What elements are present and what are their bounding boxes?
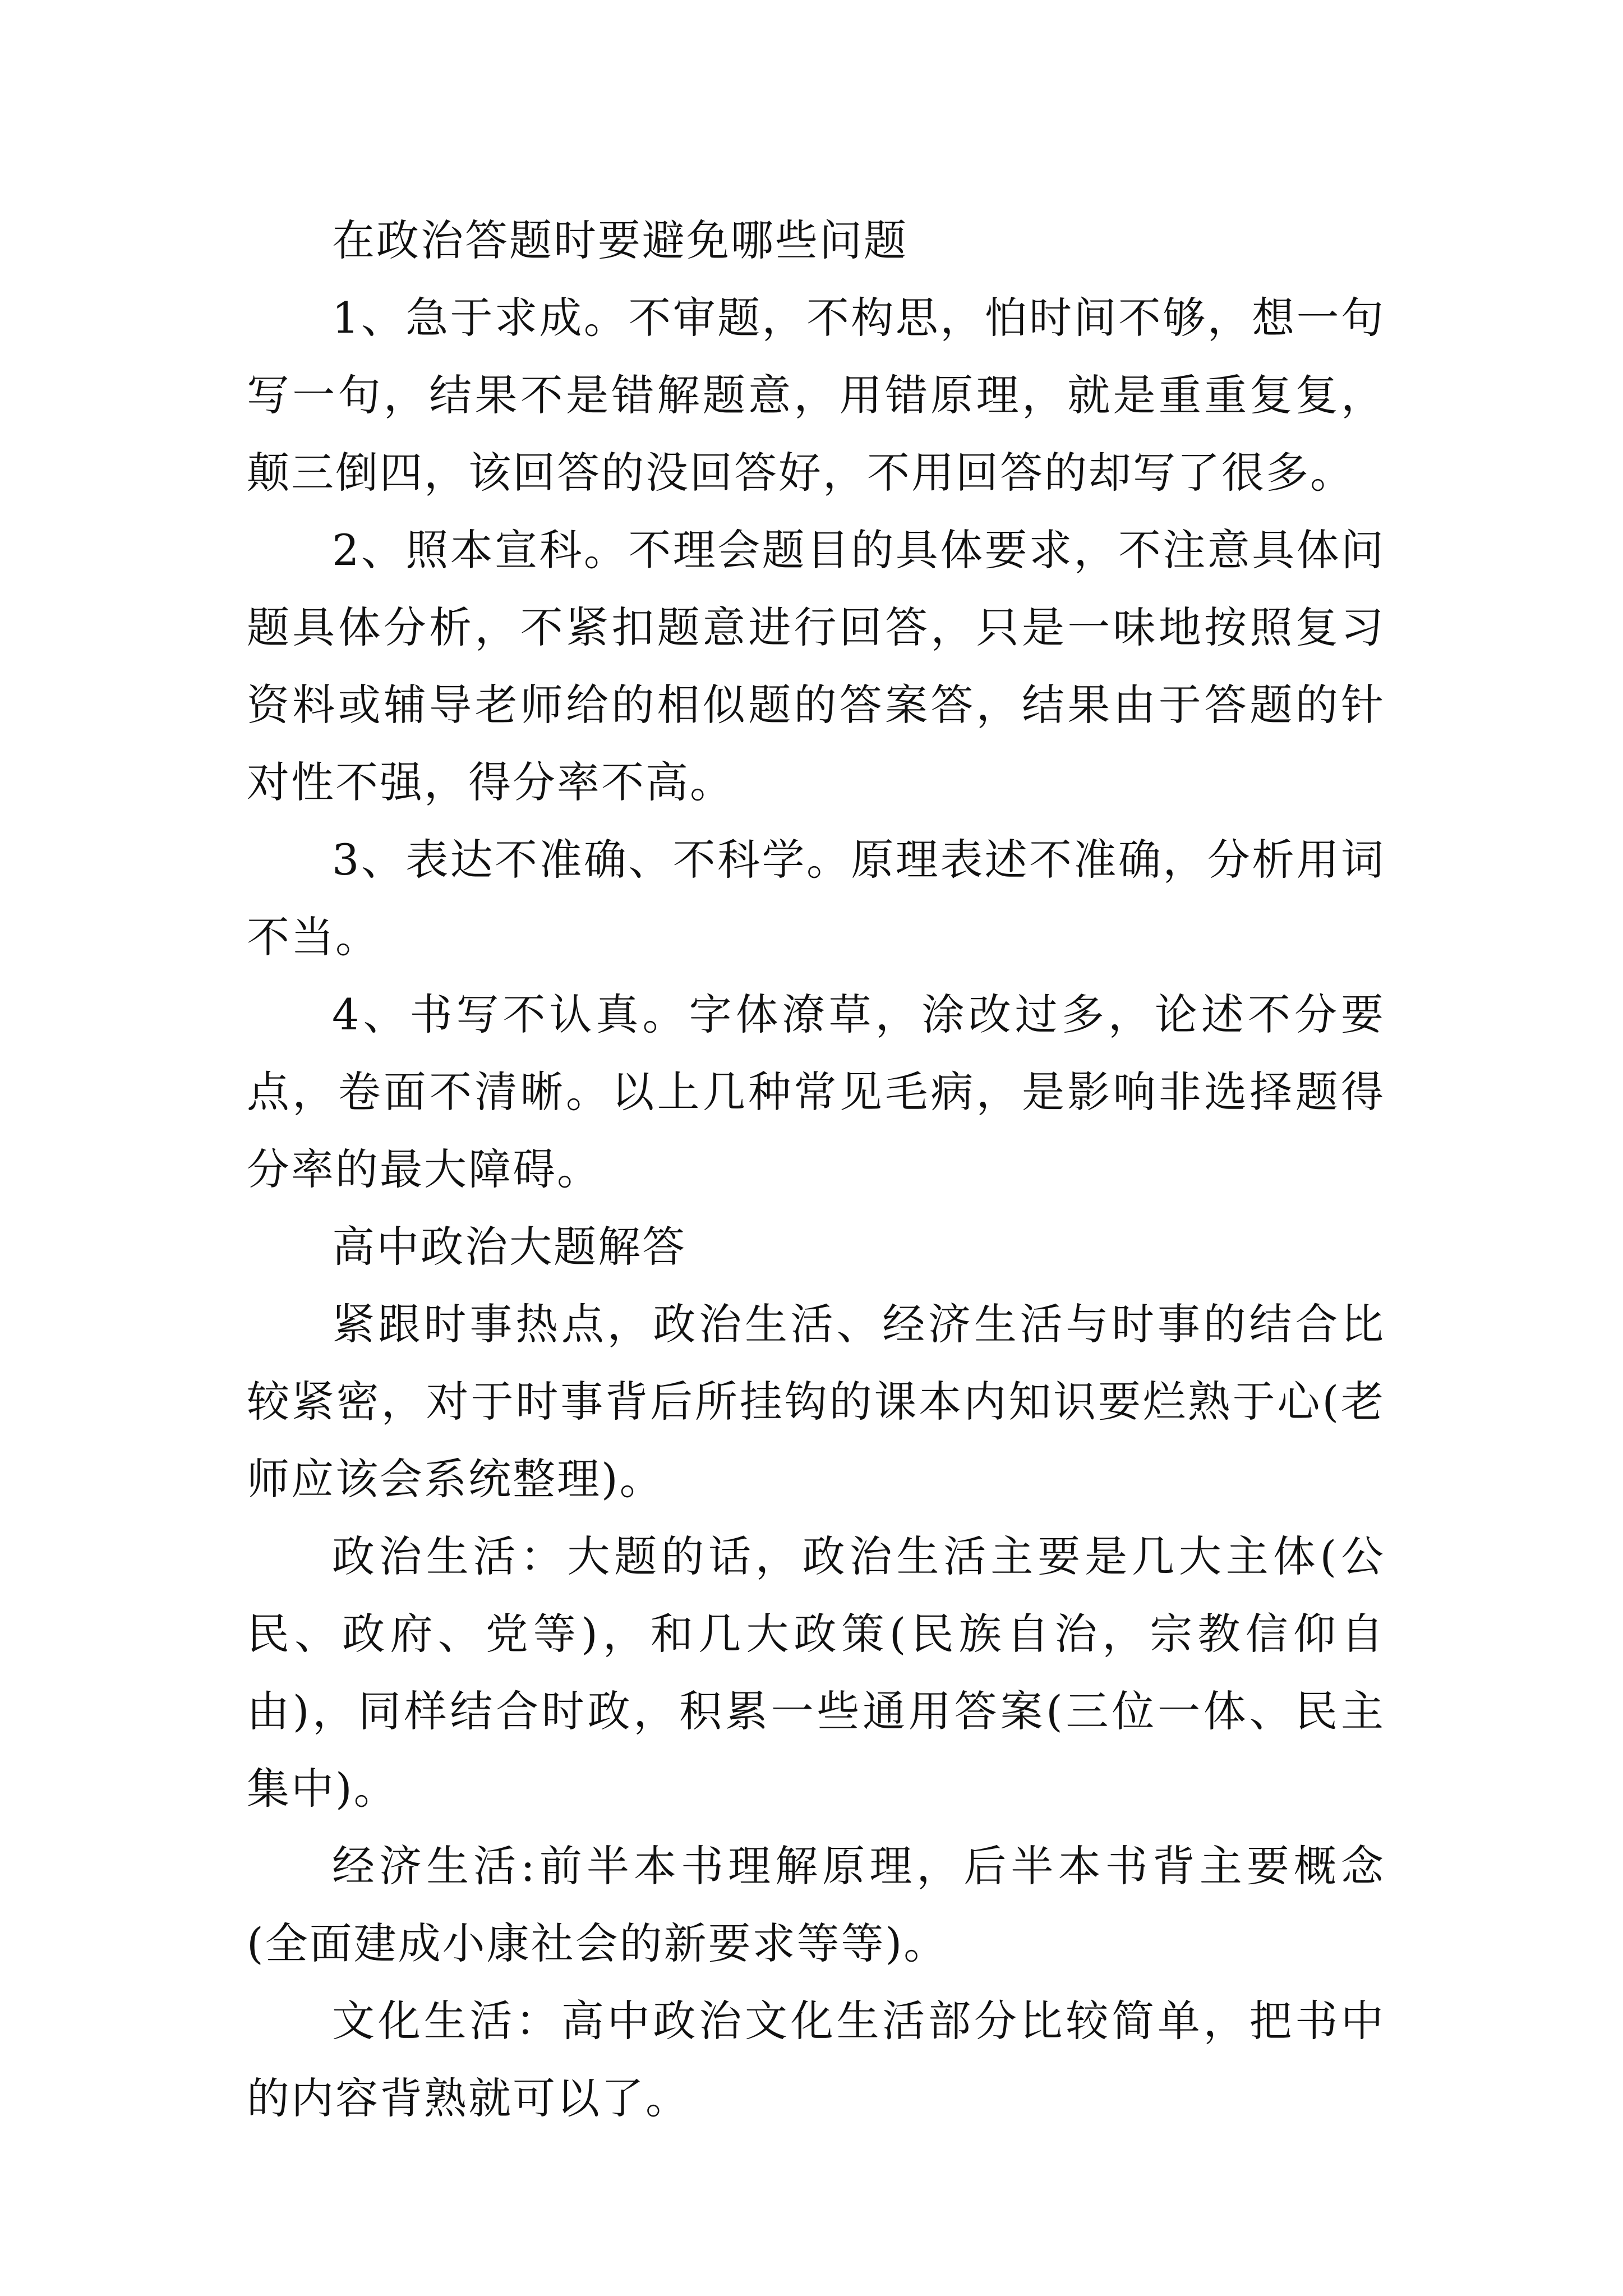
paragraph-point-3: 3、表达不准确、不科学。原理表述不准确，分析用词不当。 (247, 835, 1385, 962)
paragraph-point-2: 2、照本宣科。不理会题目的具体要求，不注意具体问题具体分析，不紧扣题意进行回答，只是一味地按照复习资料或辅导老师给的相似题的答案答，结果由于答题的针对性不强，得分率不高。 (247, 525, 1385, 807)
document-body (247, 202, 1385, 2137)
paragraph-cultural-life: 文化生活：高中政治文化生活部分比较简单，把书中的内容背熟就可以了。 (247, 1996, 1385, 2123)
paragraph-point-1: 1、急于求成。不审题，不构思，怕时间不够，想一句写一句，结果不是错解题意，用错原理，就是重重复复，颠三倒四，该回答的没回答好，不用回答的却写了很多。 (247, 293, 1385, 498)
paragraph-economic-life: 经济生活:前半本书理解原理，后半本书背主要概念(全面建成小康社会的新要求等等)。 (247, 1841, 1385, 1968)
paragraph-political-life: 政治生活：大题的话，政治生活主要是几大主体(公民、政府、党等)，和几大政策(民族自治，宗教信仰自由)，同样结合时政，积累一些通用答案(三位一体、民主集中)。 (247, 1531, 1385, 1814)
section-heading-avoid-problems: 在政治答题时要避免哪些问题 (332, 215, 908, 265)
paragraph-point-4: 4、书写不认真。字体潦草，涂改过多，论述不分要点，卷面不清晰。以上几种常见毛病，是影响非选择题得分率的最大障碍。 (247, 990, 1385, 1194)
section-heading-answering: 高中政治大题解答 (332, 1222, 686, 1272)
paragraph-current-events: 紧跟时事热点，政治生活、经济生活与时事的结合比较紧密，对于时事背后所挂钩的课本内知识要烂熟于心(老师应该会系统整理)。 (247, 1299, 1385, 1504)
